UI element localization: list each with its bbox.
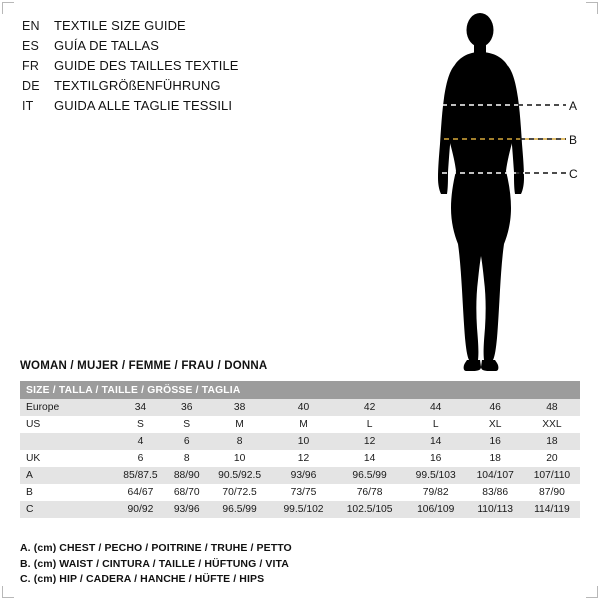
cell: 68/70: [167, 484, 207, 501]
cell: 14: [405, 433, 467, 450]
language-title: TEXTILE SIZE GUIDE: [54, 18, 186, 33]
note-chest: A. (cm) CHEST / PECHO / POITRINE / TRUHE / PETTO: [20, 542, 292, 554]
cell: 88/90: [167, 467, 207, 484]
guide-label-a: A: [569, 99, 578, 113]
cell: 83/86: [467, 484, 524, 501]
row-label: A: [20, 467, 114, 484]
section-title: WOMAN / MUJER / FEMME / FRAU / DONNA: [20, 360, 268, 372]
cell: 107/110: [524, 467, 580, 484]
cell: 110/113: [467, 501, 524, 518]
cell: 114/119: [524, 501, 580, 518]
silhouette-svg: [370, 8, 595, 373]
cell: 6: [167, 433, 207, 450]
corner-mark-bottom-right: [586, 586, 598, 598]
language-row: [22, 96, 352, 116]
cell: 14: [334, 450, 405, 467]
language-row: [22, 56, 352, 76]
female-silhouette-figure: [370, 8, 595, 373]
language-title-list: [22, 16, 352, 116]
cell: 64/67: [114, 484, 167, 501]
cell: 99.5/102: [273, 501, 335, 518]
cell: 20: [524, 450, 580, 467]
note-hip: C. (cm) HIP / CADERA / HANCHE / HÜFTE / HIPS: [20, 573, 265, 585]
cell: 102.5/105: [334, 501, 405, 518]
cell: 10: [273, 433, 335, 450]
language-title: GUÍA DE TALLAS: [54, 38, 159, 53]
cell: 34: [114, 399, 167, 416]
row-label: B: [20, 484, 114, 501]
cell: 46: [467, 399, 524, 416]
cell: 79/82: [405, 484, 467, 501]
language-code: FR: [22, 59, 40, 73]
cell: 16: [405, 450, 467, 467]
cell: XXL: [524, 416, 580, 433]
table-row: [20, 501, 580, 518]
language-title: GUIDE DES TAILLES TEXTILE: [54, 58, 239, 73]
cell: 12: [334, 433, 405, 450]
cell: 87/90: [524, 484, 580, 501]
language-row: [22, 16, 352, 36]
cell: 18: [524, 433, 580, 450]
table-row: [20, 416, 580, 433]
corner-mark-top-left: [2, 2, 14, 14]
cell: 4: [114, 433, 167, 450]
cell: 48: [524, 399, 580, 416]
cell: 44: [405, 399, 467, 416]
row-label: US: [20, 416, 114, 433]
cell: 99.5/103: [405, 467, 467, 484]
cell: M: [273, 416, 335, 433]
table-header-row: [20, 381, 580, 399]
guide-label-b: B: [569, 133, 578, 147]
measurement-notes: [20, 541, 440, 588]
language-code: DE: [22, 79, 40, 93]
cell: 76/78: [334, 484, 405, 501]
row-label: UK: [20, 450, 114, 467]
cell: 90.5/92.5: [207, 467, 273, 484]
language-row: [22, 76, 352, 96]
cell: 90/92: [114, 501, 167, 518]
cell: 38: [207, 399, 273, 416]
table-header-label: SIZE / TALLA / TAILLE / GRÖSSE / TAGLIA: [20, 381, 580, 399]
note-waist: B. (cm) WAIST / CINTURA / TAILLE / HÜFTUNG / VITA: [20, 557, 289, 570]
cell: 8: [207, 433, 273, 450]
cell: 93/96: [273, 467, 335, 484]
cell: L: [405, 416, 467, 433]
cell: 12: [273, 450, 335, 467]
row-label: Europe: [20, 399, 114, 416]
cell: 10: [207, 450, 273, 467]
cell: 93/96: [167, 501, 207, 518]
language-code: IT: [22, 99, 34, 113]
language-code: ES: [22, 39, 40, 53]
cell: 73/75: [273, 484, 335, 501]
cell: 96.5/99: [334, 467, 405, 484]
language-row: [22, 36, 352, 56]
cell: 104/107: [467, 467, 524, 484]
guide-label-c: C: [569, 167, 578, 181]
corner-mark-bottom-left: [2, 586, 14, 598]
cell: 6: [114, 450, 167, 467]
table-row: [20, 484, 580, 501]
size-table: [20, 381, 580, 518]
language-title: GUIDA ALLE TAGLIE TESSILI: [54, 98, 233, 113]
row-label: [20, 433, 114, 450]
table-row: [20, 399, 580, 416]
cell: 8: [167, 450, 207, 467]
cell: S: [114, 416, 167, 433]
cell: 85/87.5: [114, 467, 167, 484]
cell: 36: [167, 399, 207, 416]
cell: S: [167, 416, 207, 433]
table-row: [20, 450, 580, 467]
cell: 70/72.5: [207, 484, 273, 501]
cell: 106/109: [405, 501, 467, 518]
cell: 18: [467, 450, 524, 467]
cell: 40: [273, 399, 335, 416]
cell: 42: [334, 399, 405, 416]
cell: L: [334, 416, 405, 433]
row-label: C: [20, 501, 114, 518]
cell: 96.5/99: [207, 501, 273, 518]
cell: 16: [467, 433, 524, 450]
language-code: EN: [22, 19, 40, 33]
cell: M: [207, 416, 273, 433]
cell: XL: [467, 416, 524, 433]
language-title: TEXTILGRÖßENFÜHRUNG: [54, 78, 221, 93]
table-row: [20, 467, 580, 484]
table-row: [20, 433, 580, 450]
